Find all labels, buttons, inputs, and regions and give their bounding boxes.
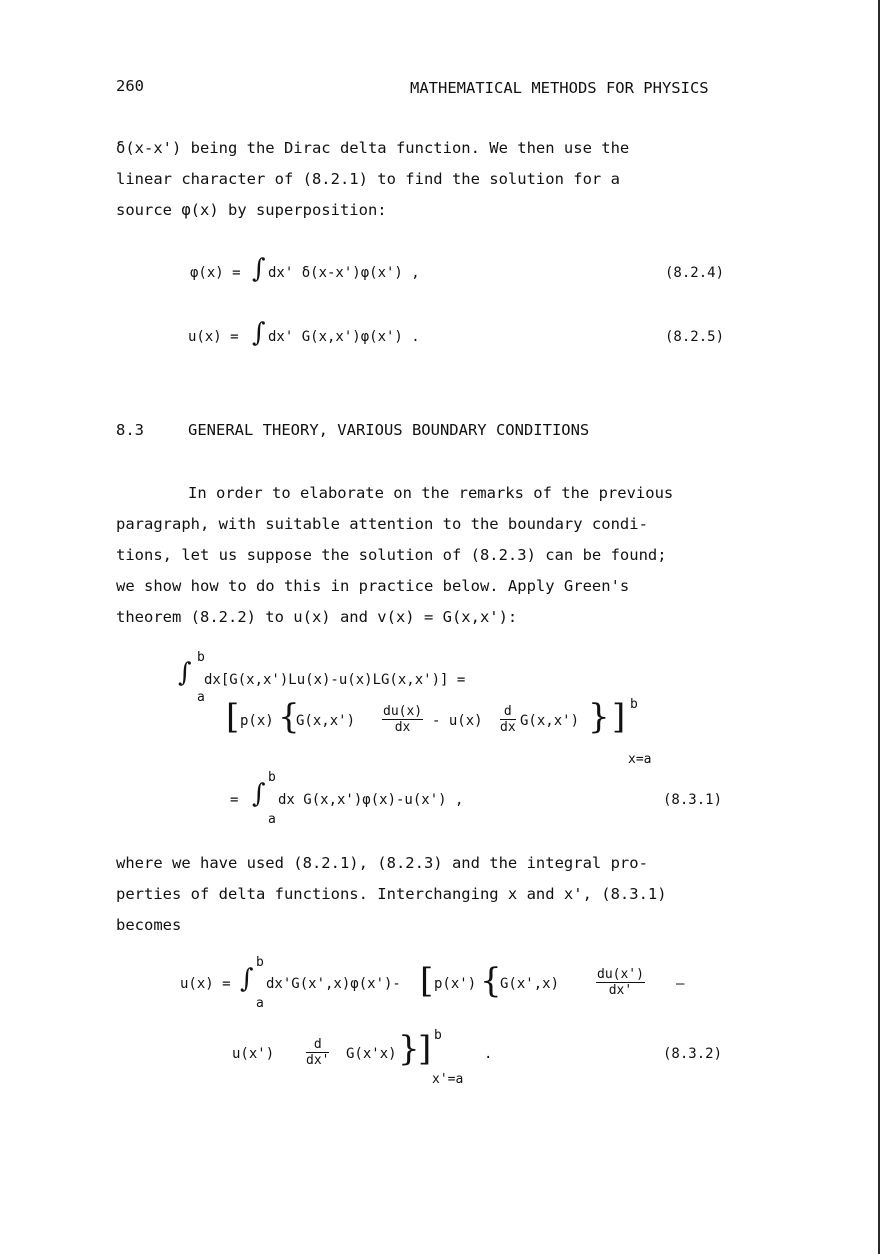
para1-line-2: paragraph, with suitable attention to the boundary condi- [116, 515, 648, 533]
eq831-l3-upper: b [268, 770, 276, 785]
eq832-l1-body: dx'G(x',x)φ(x')- [266, 976, 401, 992]
eq825-number: (8.2.5) [665, 329, 725, 345]
eq831-frac1-num: du(x) [383, 704, 423, 719]
eq832-l1-lower: a [256, 996, 264, 1011]
eq831-l1-integral: ∫ [178, 658, 192, 688]
para2-line-3: becomes [116, 916, 182, 934]
eq831-frac1-den: dx [394, 720, 411, 735]
eq831-frac2-den: dx [500, 720, 516, 735]
eq831-l1-body: dx[G(x,x')Lu(x)-u(x)LG(x,x')] = [204, 672, 466, 688]
eq831-l1-upper: b [197, 650, 205, 665]
eq831-l2-open-bracket: [ [226, 697, 240, 737]
eq831-l2-p: p(x) [240, 713, 274, 729]
eq831-l2-minus-u: - u(x) [432, 713, 483, 729]
eq832-l2-u: u(x') [232, 1046, 275, 1062]
eq831-l2-lower: x=a [628, 752, 652, 767]
eq832-l2-dot: . [484, 1046, 493, 1062]
eq832-l2-g: G(x'x) [346, 1046, 397, 1062]
eq824-lhs: φ(x) = [190, 265, 241, 281]
eq831-frac2-num: d [500, 704, 516, 720]
eq824-number: (8.2.4) [665, 265, 725, 281]
eq832-l2-close-brace: } [398, 1029, 420, 1069]
section-title: GENERAL THEORY, VARIOUS BOUNDARY CONDITIONS [188, 421, 590, 439]
eq832-l1-open-brace: { [480, 961, 502, 1001]
eq824-rhs: dx' δ(x-x')φ(x') , [268, 265, 420, 281]
para2-line-1: where we have used (8.2.1), (8.2.3) and the integral pro- [116, 854, 648, 872]
para1-line-1: In order to elaborate on the remarks of the previous [188, 484, 674, 502]
eq825-lhs: u(x) = [188, 329, 239, 345]
eq832-l2-close-bracket: ] [418, 1029, 432, 1069]
para2-line-2: perties of delta functions. Interchanging x and x', (8.3.1) [116, 885, 667, 903]
page-number: 260 [116, 77, 144, 95]
eq832-l1-p: p(x') [434, 976, 477, 992]
eq831-l2-close-brace: } [588, 697, 610, 737]
eq825-integral: ∫ [252, 318, 266, 348]
eq832-frac-num: du(x') [597, 967, 644, 982]
eq832-l1-upper: b [256, 955, 264, 970]
eq831-l1-lower: a [197, 690, 205, 705]
eq832-l2-frac [306, 1037, 329, 1068]
eq831-l2-open-brace: { [278, 697, 300, 737]
eq832-l1-lhs: u(x) = [180, 976, 231, 992]
eq831-l2-g: G(x,x') [296, 713, 356, 729]
eq832-l1-trail: – [676, 976, 685, 992]
eq831-l2-close-bracket: ] [612, 697, 626, 737]
eq831-l2-upper: b [630, 697, 638, 712]
eq832-l1-open-bracket: [ [420, 961, 434, 1001]
eq825-rhs: dx' G(x,x')φ(x') . [268, 329, 420, 345]
running-title: MATHEMATICAL METHODS FOR PHYSICS [410, 79, 709, 97]
eq831-l2-g2: G(x,x') [520, 713, 580, 729]
eq832-l1-g: G(x',x) [500, 976, 560, 992]
eq824-integral: ∫ [252, 254, 266, 284]
intro-line-3: source φ(x) by superposition: [116, 201, 387, 219]
page-edge [878, 0, 880, 1254]
para1-line-5: theorem (8.2.2) to u(x) and v(x) = G(x,x'): [116, 608, 518, 626]
eq831-l3-lower: a [268, 812, 276, 827]
section-number: 8.3 [116, 421, 144, 439]
eq831-l2-frac-d-dx [500, 704, 516, 735]
eq832-l2-frac-den: dx' [306, 1053, 330, 1068]
eq831-l2-frac-du-dx [382, 704, 423, 735]
eq832-number: (8.3.2) [663, 1046, 723, 1062]
intro-line-1: δ(x-x') being the Dirac delta function. We then use the [116, 139, 630, 157]
eq832-l2-lower: x'=a [432, 1072, 464, 1087]
eq832-l2-upper: b [434, 1028, 442, 1043]
para1-line-3: tions, let us suppose the solution of (8.2.3) can be found; [116, 546, 667, 564]
eq831-l3-eq: = [230, 792, 239, 808]
eq831-number: (8.3.1) [663, 792, 723, 808]
eq832-l2-frac-num: d [306, 1037, 329, 1053]
eq831-l3-body: dx G(x,x')φ(x)-u(x') , [278, 792, 464, 808]
eq832-l1-integral: ∫ [240, 964, 254, 994]
eq832-frac-den: dx' [608, 983, 633, 998]
eq832-l1-frac [596, 967, 645, 998]
para1-line-4: we show how to do this in practice below. Apply Green's [116, 577, 630, 595]
intro-line-2: linear character of (8.2.1) to find the solution for a [116, 170, 620, 188]
eq831-l3-integral: ∫ [252, 779, 266, 809]
